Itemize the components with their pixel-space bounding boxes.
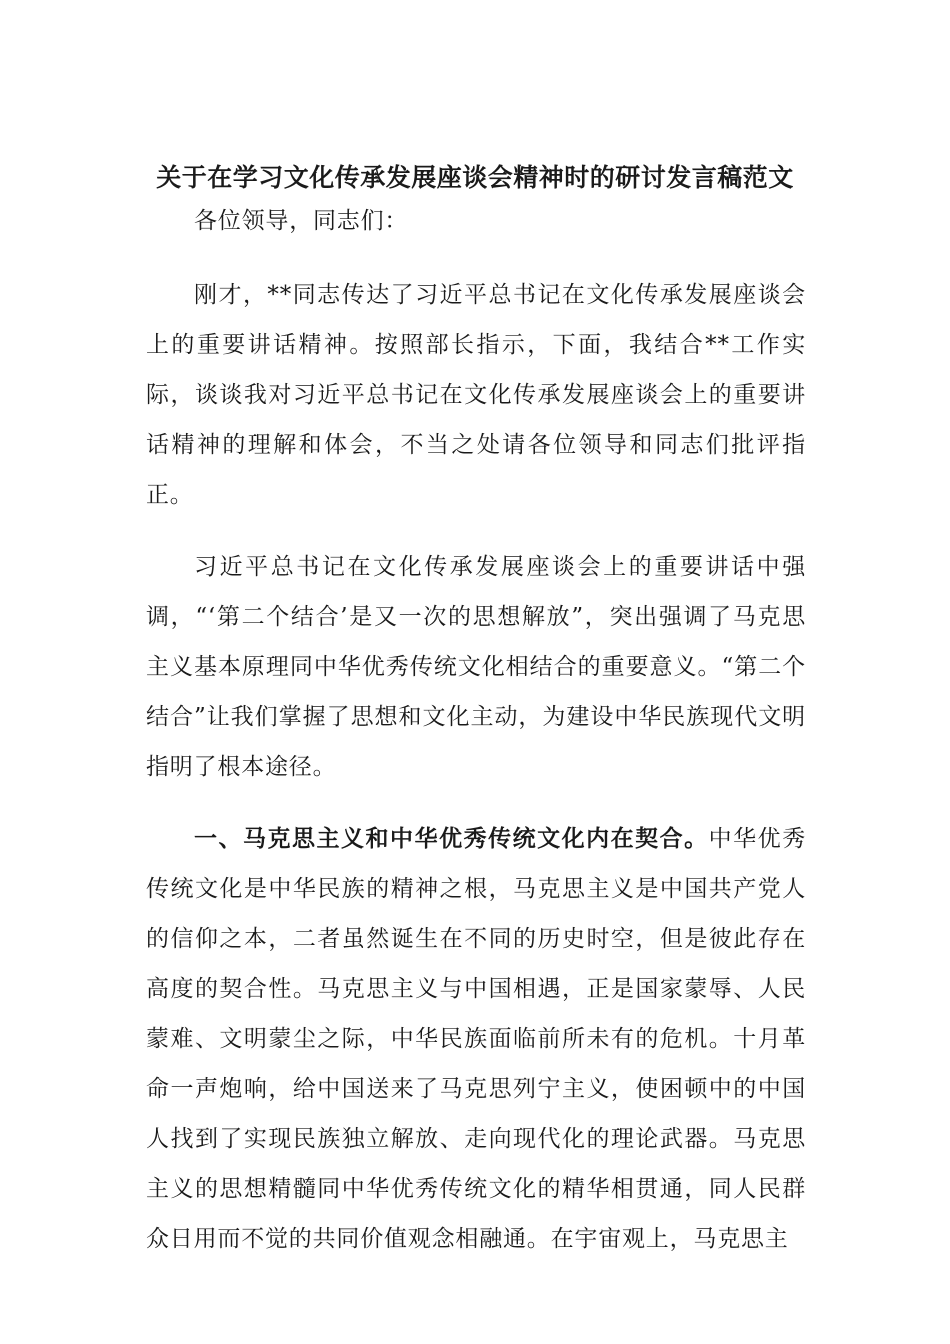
paragraph-opening: 刚才，**同志传达了习近平总书记在文化传承发展座谈会上的重要讲话精神。按照部长指示，下面，我结合**工作实际，谈谈我对习近平总书记在文化传承发展座谈会上的重要讲话精神的理解和体会，不当之处请各位领导和同志们批评指正。 — [146, 282, 806, 508]
section-1-heading: 一、马克思主义和中华优秀传统文化内在契合。 — [194, 826, 709, 852]
section-1-text: 中华优秀传统文化是中华民族的精神之根，马克思主义是中国共产党人的信仰之本，二者虽然诞生在不同的历史时空，但是彼此存在高度的契合性。马克思主义与中国相遇，正是国家蒙辱、人民蒙难、文明蒙尘之际，中华民族面临前所未有的危机。十月革命一声炮响，给中国送来了马克思列宁主义，使困顿中的中国人找到了实现民族独立解放、走向现代化的理论武器。马克思主义的思想精髓同中华优秀传统文化的精华相贯通，同人民群众日用而不觉的共同价值观念相融通。在宇宙观上，马克思主 — [146, 826, 806, 1252]
document-title: 关于在学习文化传承发展座谈会精神时的研讨发言稿范文 — [156, 163, 794, 192]
salutation: 各位领导，同志们： — [194, 208, 409, 234]
document-body — [146, 196, 806, 1286]
paragraph-second-combination: 习近平总书记在文化传承发展座谈会上的重要讲话中强调，“‘第二个结合’是又一次的思想解放”，突出强调了马克思主义基本原理同中华优秀传统文化相结合的重要意义。“第二个结合”让我们掌握了思想和文化主动，为建设中华民族现代文明指明了根本途径。 — [146, 554, 806, 780]
section-1-paragraph — [146, 814, 806, 1264]
